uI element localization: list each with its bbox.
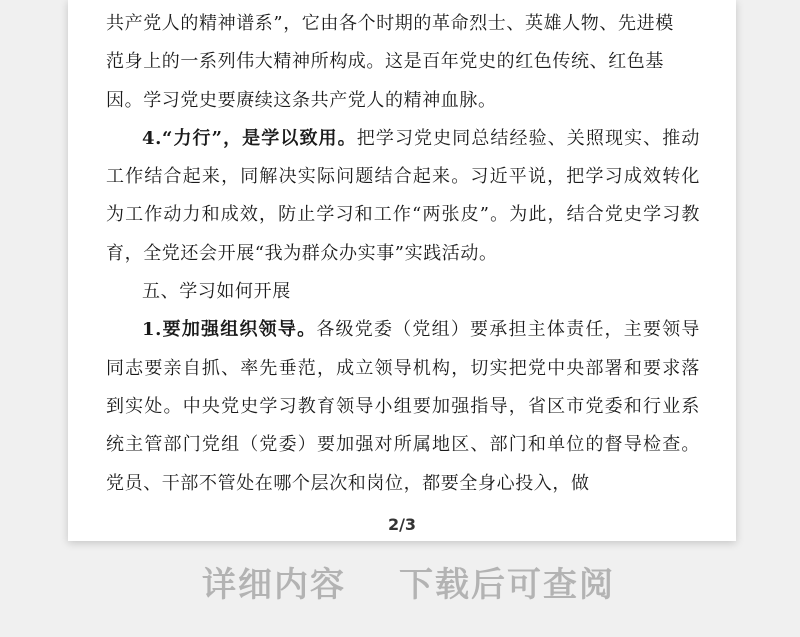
paragraph-lead: 4.“力行”，是学以致用。 [142, 127, 357, 149]
download-to-view-button[interactable]: 下载后可查阅 [399, 565, 615, 605]
document-page [68, 0, 736, 541]
paragraph-line: 范身上的一系列伟大精神所构成。这是百年党史的红色传统、红色基 [106, 51, 664, 73]
section-heading: 五、学习如何开展 [142, 281, 291, 303]
paragraph-line: 因。学习党史要赓续这条共产党人的精神血脉。 [106, 89, 497, 111]
paragraph-lixing [106, 120, 700, 273]
paragraph-text: 把学习党史同总结经验、关照现实、推动工作结合起来，同解决实际问题结合起来。习近平说，把学习成效转化为工作动力和成效，防止学习和工作“两张皮”。为此，结合党史学习教育，全党还会开展“我为群众办实事”实践活动。 [106, 127, 700, 264]
details-button[interactable]: 详细内容 [202, 565, 346, 605]
document-body [106, 5, 700, 503]
footer-bar [0, 557, 800, 617]
paragraph-text: 各级党委（党组）要承担主体责任，主要领导同志要亲自抓、率先垂范，成立领导机构，切实把党中央部署和要求落到实处。中央党史学习教育领导小组要加强指导，省区市党委和行业系统主管部门党组（党委）要加强对所属地区、部门和单位的督导检查。党员、干部不管处在哪个层次和岗位，都要全身心投入，做 [106, 319, 700, 494]
paragraph-organization [106, 311, 700, 502]
paragraph-lead: 1.要加强组织领导。 [142, 319, 317, 341]
page-number: 2/3 [387, 515, 417, 534]
paragraph-line: 共产党人的精神谱系”，它由各个时期的革命烈士、英雄人物、先进模 [106, 13, 674, 34]
